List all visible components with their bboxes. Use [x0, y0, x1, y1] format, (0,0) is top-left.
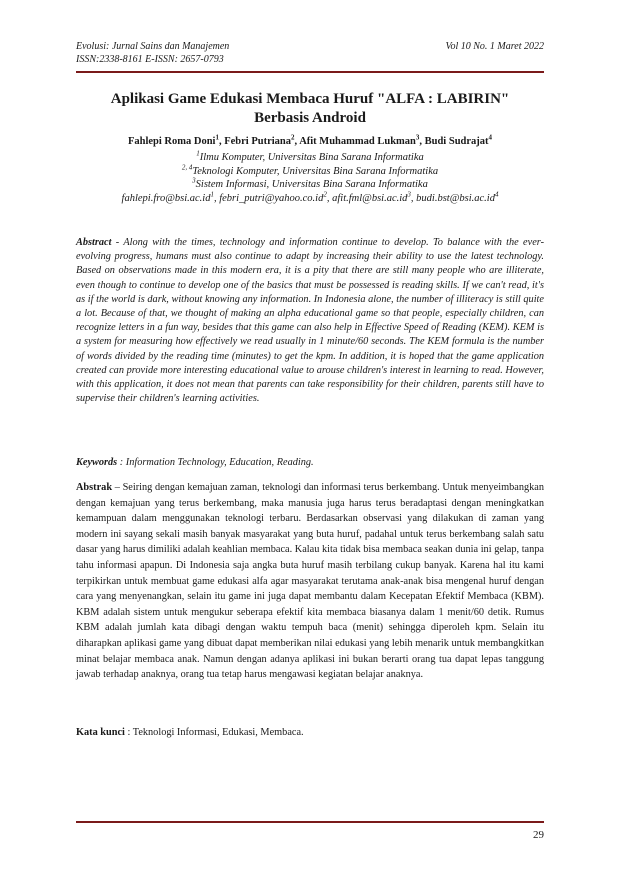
email-1-sup: 1 — [210, 190, 214, 198]
email-2-sup: 2 — [323, 190, 327, 198]
author-3: Afit Muhammad Lukman — [299, 136, 416, 147]
author-4: Budi Sudrajat — [424, 136, 489, 147]
keywords-indonesian-text: : Teknologi Informasi, Edukasi, Membaca. — [127, 727, 304, 738]
email-3-sup: 3 — [407, 190, 411, 198]
abstract-english — [76, 236, 544, 406]
email-2[interactable]: febri_putri@yahoo.co.id — [219, 192, 324, 204]
title-line-1: Aplikasi Game Edukasi Membaca Huruf "ALFA : LABIRIN" — [110, 91, 510, 107]
abstract-indonesian-text: – Seiring dengan kemajuan zaman, teknologi dan informasi terus berkembang. Untuk menyeimbangkan dengan kemajuan yang terus berkembang, maka manusia juga harus terus beradaptasi dengan meningkatkan kemampuan dalam menggunakan teknologi terbaru. Berdasarkan observasi yang dilakukan di zaman yang modern ini sayang sekali masih banyak masyarakat yang buta huruf, padahal untuk terus berkembang salah satu dasar yang harus dimiliki adalah keahlian membaca. Kalau kita tidak bisa membaca seakan dunia ini gelap, tanpa tahu informasi apapun. Di Indonesia saja angka buta huruf masih terbilang cukup banyak. Karena hal itu kami terpikirkan untuk membuat game edukasi alfa agar masyarakat terutama anak-anak bisa mengenal huruf dengan cara yang menyenangkan, selain itu game ini juga dapat membantu dalam Kecepatan Efektif Membaca (KBM). KBM adalah sistem untuk mengukur seberapa efektif kita membaca biasanya dalam 1 menit/60 detik. Rumus KBM adalah jumlah kata dibagi dengan waktu tempuh baca (menit) sehingga diperoleh kpm. Selain itu diharapkan aplikasi game yang dibuat dapat memberikan nilai edukasi yang lebih menarik untuk membangkitkan minat belajar membaca anak. Namun dengan adanya aplikasi ini bukan berarti orang tua dapat lepas tanggung jawab terhadap anaknya, orang tua tetap harus mengawasi kegiatan belajar anaknya. — [76, 482, 544, 681]
author-4-sup: 4 — [488, 133, 493, 142]
author-separator: , — [294, 136, 300, 147]
keywords-english-text: : Information Technology, Education, Reading. — [119, 457, 314, 468]
author-emails: $fahlepi.fro@bsi.ac.id^1$, $febri\_putri@yahoo.co.id^2$, $afit.fml@bsi.ac.id^3$, $budi.bst@bsi.ac.id^4$ — [121, 190, 499, 204]
abstract-english-label: Abstract — [76, 237, 112, 248]
author-2: Febri Putriana — [224, 136, 292, 147]
abstract-english-text: - Along with the times, technology and information continue to develop. To balance with the ever-evolving progress, humans must also continue to adapt by increasing their ability to use the latest technology. Based on observations made in this modern era, it is a pity that there are still many people who are illiterate, even though to continue to develop one of the basics that must be possessed is reading skills. If we can't read, it's as if the world is dark, without knowing any information. In Indonesia alone, the number of illiteracy is still quite a lot. Because of that, we thought of making an alpha educational game so that people, especially children, can recognize letters in a fun way, besides that this game can also help in Effective Speed of Reading (KEM). KEM is a system for measuring how effectively we read usually in 1 minute/60 seconds. The KEM formula is the number of words divided by the reading time (minutes) to get the kpm. In addition, it is hoped that the game application created can provide more interesting educational value to arouse children's interest in learning to read. However, with this application, it does not mean that parents can take responsibility for their children, parents still have to supervise their children's learning activities. — [76, 237, 544, 405]
affiliations — [76, 151, 544, 205]
affiliation-3-sup: 3 — [192, 176, 196, 185]
abstract-indonesian — [76, 480, 544, 683]
affiliation-1 — [76, 151, 544, 165]
journal-header — [76, 40, 544, 66]
abstract-indonesian-label: Abstrak — [76, 482, 113, 493]
email-3[interactable]: afit.fml@bsi.ac.id — [332, 192, 408, 204]
affiliation-3 — [76, 178, 544, 192]
header-rule — [76, 71, 544, 73]
author-separator: , — [419, 136, 425, 147]
email-4[interactable]: budi.bst@bsi.ac.id — [416, 192, 495, 204]
author-3-sup: 3 — [415, 133, 420, 142]
author-1: Fahlepi Roma Doni — [127, 136, 216, 147]
author-separator: , — [218, 136, 225, 147]
affiliation-1-sup: 1 — [196, 149, 200, 158]
affiliation-2 — [76, 165, 544, 179]
paper-title — [76, 90, 544, 128]
footer-rule — [76, 821, 544, 823]
author-list — [76, 135, 544, 149]
keywords-indonesian — [76, 726, 544, 740]
keywords-indonesian-label: Kata kunci — [76, 727, 125, 738]
journal-name: Evolusi: Jurnal Sains dan Manajemen — [76, 41, 230, 52]
affiliation-2-sup: 2, 4 — [181, 163, 193, 171]
title-line-2: Berbasis Android — [254, 110, 366, 126]
page-number: 29 — [533, 829, 544, 841]
email-1[interactable]: fahlepi.fro@bsi.ac.id — [121, 192, 211, 204]
journal-issn: ISSN:2338-8161 E-ISSN: 2657-0793 — [76, 54, 224, 65]
keywords-english-label: Keywords — [76, 457, 118, 468]
author-1-sup: 1 — [215, 133, 219, 142]
affiliation-2-text: Teknologi Komputer, Universitas Bina Sarana Informatika — [192, 165, 439, 177]
affiliation-3-text: Sistem Informasi, Universitas Bina Sarana Informatika — [195, 179, 428, 190]
author-2-sup: 2 — [291, 133, 295, 142]
affiliation-1-text: Ilmu Komputer, Universitas Bina Sarana Informatika — [199, 152, 424, 163]
journal-volume: Vol 10 No. 1 Maret 2022 — [445, 41, 544, 52]
keywords-english — [76, 456, 544, 470]
email-4-sup: 4 — [494, 190, 499, 198]
